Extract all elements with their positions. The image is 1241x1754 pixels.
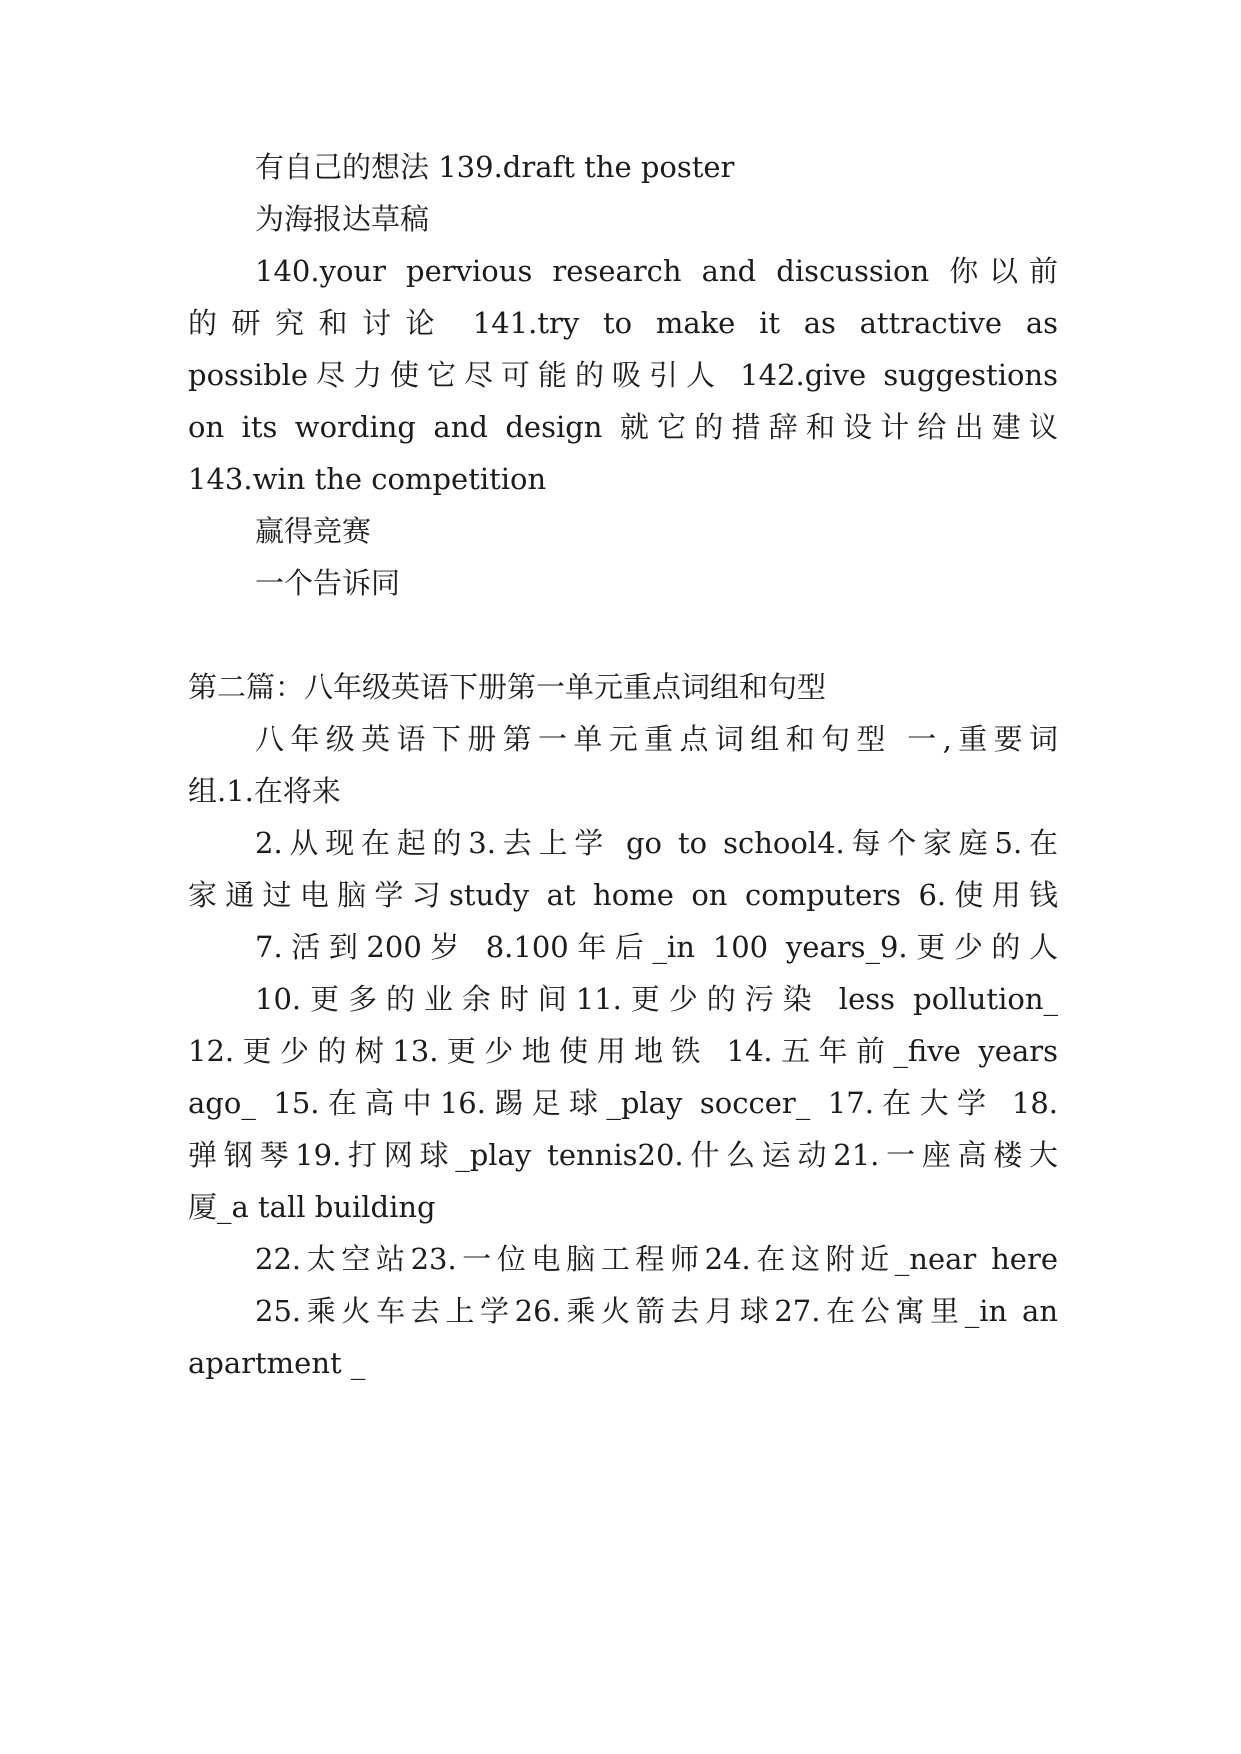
text-line: 143.win the competition	[188, 462, 547, 496]
section-heading: 第二篇：八年级英语下册第一单元重点词组和句型	[188, 670, 827, 704]
text-line: ago_ 15.在高中16.踢足球_play soccer_ 17.在大学 18.	[188, 1086, 1058, 1120]
text-line: 12.更少的树13.更少地使用地铁 14.五年前_five years	[188, 1034, 1058, 1068]
text-line: 10.更多的业余时间11.更少的污染 less pollution_	[255, 982, 1058, 1016]
text-line: 八年级英语下册第一单元重点词组和句型 一,重要词	[255, 722, 1058, 756]
text-line: 为海报达草稿	[255, 202, 430, 236]
text-line: 25.乘火车去上学26.乘火箭去月球27.在公寓里_in an	[255, 1294, 1058, 1328]
text-line: possible尽力使它尽可能的吸引人 142.give suggestions	[188, 358, 1058, 392]
text-line: 赢得竞赛	[255, 514, 372, 548]
text-line: 家通过电脑学习study at home on computers 6.使用钱	[188, 878, 1058, 912]
text-line: 2.从现在起的3.去上学 go to school4.每个家庭5.在	[255, 826, 1058, 860]
text-line: 140.your pervious research and discussion 你以前	[255, 254, 1058, 288]
text-line: apartment _	[188, 1346, 366, 1380]
text-line: 7.活到200岁 8.100年后_in 100 years_9.更少的人	[255, 930, 1058, 964]
text-line: 厦_a tall building	[188, 1190, 436, 1224]
text-line: 组.1.在将来	[188, 774, 341, 808]
text-line: 22.太空站23.一位电脑工程师24.在这附近_near here	[255, 1242, 1058, 1276]
text-line: 有自己的想法 139.draft the poster	[255, 150, 735, 184]
text-line: 弹钢琴19.打网球_play tennis20.什么运动21.一座高楼大	[188, 1138, 1058, 1172]
text-line: 一个告诉同	[255, 566, 401, 600]
text-line: 的研究和讨论 141.try to make it as attractive as	[188, 306, 1058, 340]
text-line: on its wording and design 就它的措辞和设计给出建议	[188, 410, 1058, 444]
